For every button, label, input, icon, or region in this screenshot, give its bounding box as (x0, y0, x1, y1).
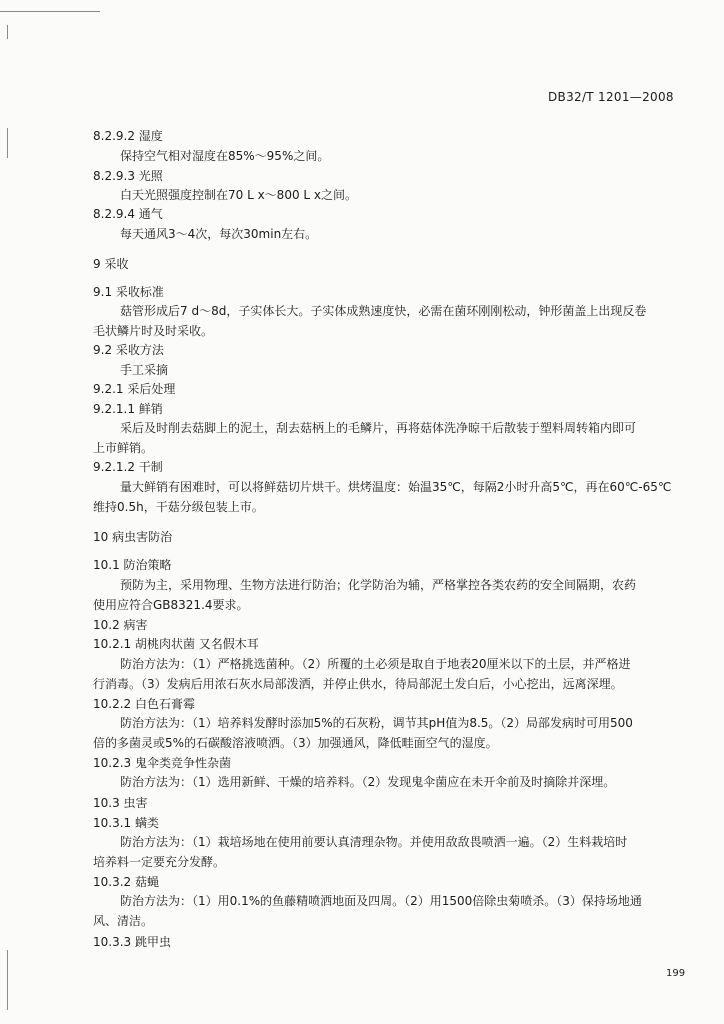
section-heading: 9.2.1 采后处理 (93, 382, 176, 396)
scan-left-edge-mark-top (7, 25, 8, 39)
body-text-line: 防治方法为：（1）用0.1%的鱼藤精喷洒地面及四周。（2）用1500倍除虫菊喷杀。（3）保持场地通 (120, 894, 642, 908)
section-heading: 10.3.1 螨类 (93, 816, 159, 830)
section-heading: 10.2.3 鬼伞类竞争性杂菌 (93, 756, 231, 770)
scan-top-rule (0, 11, 100, 12)
body-text-line: 培养料一定要充分发酵。 (93, 855, 226, 869)
body-text-line: 行消毒。（3）发病后用浓石灰水局部泼洒，并停止供水，待局部泥土发白后，小心挖出，远离深埋。 (93, 677, 623, 691)
body-text-line: 防治方法为：（1）严格挑选菌种。（2）所覆的土必须是取自于地表20厘米以下的土层，并严格进 (120, 657, 631, 671)
scan-left-edge-mark-upper (7, 128, 8, 158)
body-text-line: 倍的多菌灵或5%的石碳酸溶液喷洒。（3）加强通风，降低畦面空气的湿度。 (93, 736, 498, 750)
document-code: DB32/T 1201—2008 (548, 90, 674, 104)
section-heading: 8.2.9.4 通气 (93, 207, 163, 221)
body-text-line: 白天光照强度控制在70 L x～800 L x之间。 (120, 188, 358, 202)
section-heading: 9.2.1.2 干制 (93, 460, 163, 474)
body-text-line: 每天通风3～4次，每次30min左右。 (120, 227, 318, 241)
section-heading: 10.3.2 菇蝇 (93, 875, 159, 889)
section-heading: 9.2.1.1 鲜销 (93, 402, 163, 416)
page-number: 199 (666, 968, 686, 979)
section-heading: 10.1 防治策略 (93, 558, 172, 572)
section-heading: 9.2 采收方法 (93, 343, 164, 357)
body-text-line: 毛状鳞片时及时采收。 (93, 324, 214, 338)
section-heading: 9.1 采收标准 (93, 285, 164, 299)
section-heading: 10 病虫害防治 (93, 530, 173, 544)
section-heading: 10.3.3 跳甲虫 (93, 935, 171, 949)
body-text-line: 手工采摘 (120, 363, 169, 377)
section-heading: 9 采收 (93, 257, 129, 271)
section-heading: 10.2 病害 (93, 618, 148, 632)
body-text-line: 预防为主，采用物理、生物方法进行防治；化学防治为辅，严格掌控各类农药的安全间隔期，农药 (120, 578, 637, 592)
section-heading: 10.2.1 胡桃肉状菌 又名假木耳 (93, 637, 259, 651)
section-heading: 8.2.9.3 光照 (93, 169, 163, 183)
section-heading: 8.2.9.2 湿度 (93, 129, 163, 143)
body-text-line: 菇管形成后7 d～8d，子实体长大。子实体成熟速度快，必需在菌环刚刚松动，钟形菌盖上出现反卷 (120, 304, 647, 318)
body-text-line: 采后及时削去菇脚上的泥土，刮去菇柄上的毛鳞片，再将菇体洗净晾干后散装于塑料周转箱内即可 (120, 421, 637, 435)
section-heading: 10.3 虫害 (93, 796, 148, 810)
body-text-line: 防治方法为：（1）选用新鲜、干燥的培养料。（2）发现鬼伞菌应在未开伞前及时摘除并深埋。 (120, 775, 616, 789)
body-text-line: 维持0.5h，干菇分级包装上市。 (93, 500, 264, 514)
body-text-line: 防治方法为：（1）培养料发酵时添加5%的石灰粉，调节其pH值为8.5。（2）局部发病时可用500 (120, 716, 633, 730)
body-text-line: 风、清洁。 (93, 914, 154, 928)
body-text-line: 量大鲜销有困难时，可以将鲜菇切片烘干。烘烤温度：始温35℃，每隔2小时升高5℃，再在60℃-65℃ (120, 480, 672, 494)
body-text-line: 防治方法为：（1）栽培场地在使用前要认真清理杂物。并使用敌敌畏喷洒一遍。（2）生料栽培时 (120, 835, 628, 849)
body-text-line: 使用应符合GB8321.4要求。 (93, 598, 249, 612)
section-heading: 10.2.2 白色石膏霉 (93, 697, 195, 711)
body-text-line: 保持空气相对湿度在85%～95%之间。 (120, 149, 330, 163)
scan-left-edge-mark-lower (7, 950, 8, 1010)
body-text-line: 上市鲜销。 (93, 441, 154, 455)
